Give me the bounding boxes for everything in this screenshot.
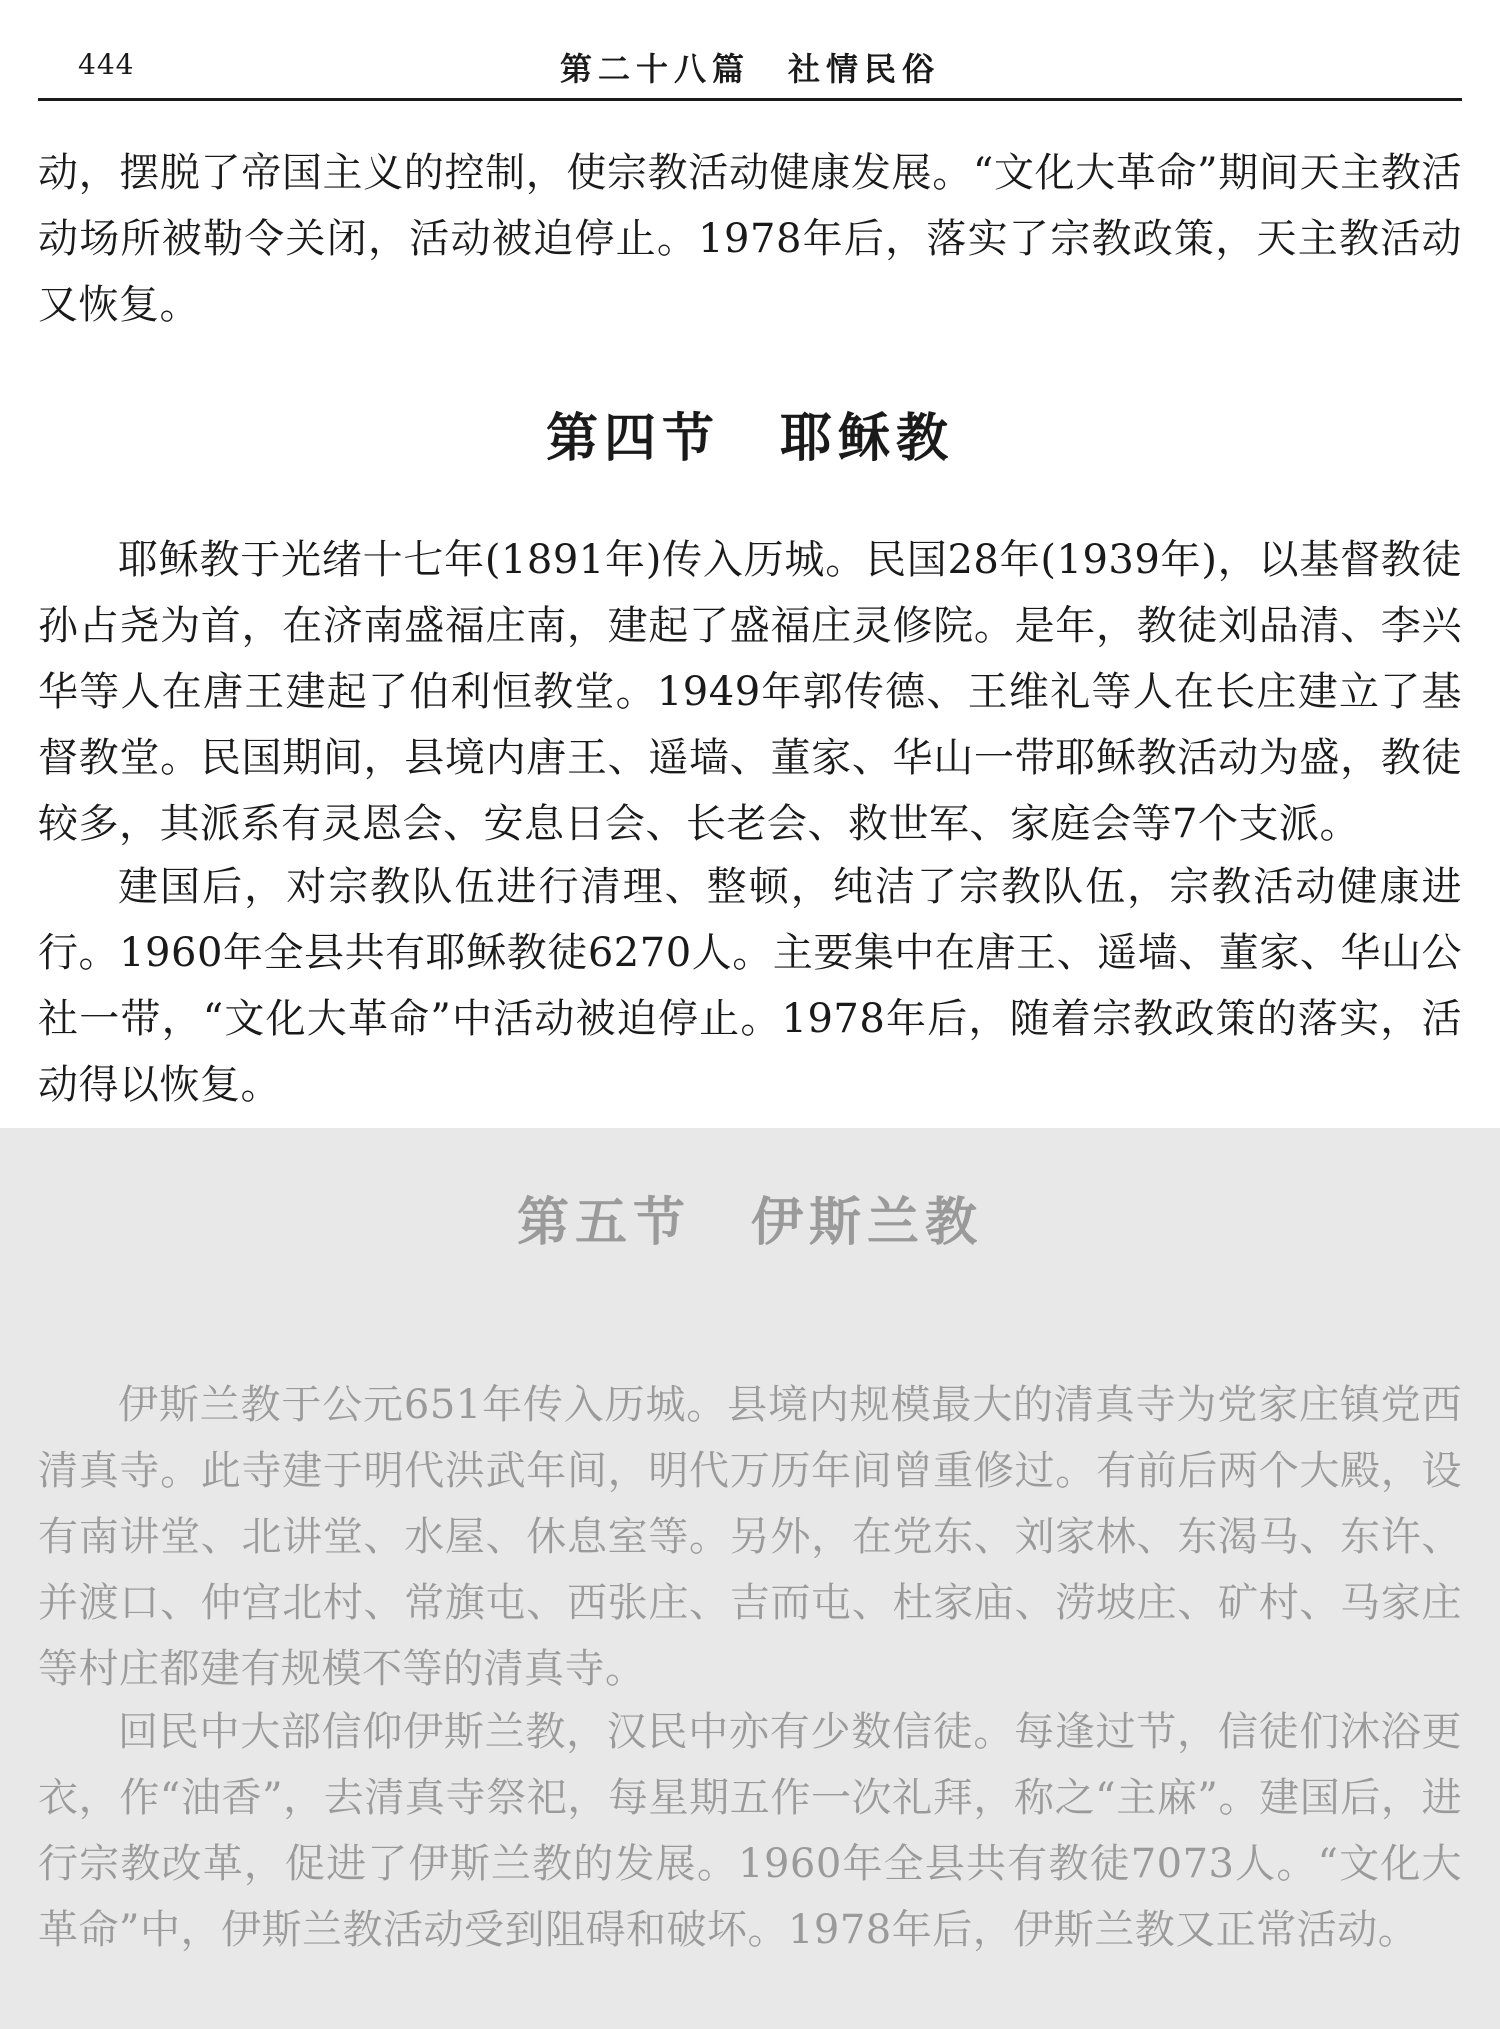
- section-5-paragraph-1: 伊斯兰教于公元651年传入历城。县境内规模最大的清真寺为党家庄镇党西清真寺。此寺建于明代洪武年间，明代万历年间曾重修过。有前后两个大殿，设有南讲堂、北讲堂、水屋、休息室等。另外，在党东、刘家林、东渴马、东许、并渡口、仲宫北村、常旗屯、西张庄、吉而屯、杜家庙、涝坡庄、矿村、马家庄等村庄都建有规模不等的清真寺。: [38, 1382, 1462, 1692]
- section-4-name: 耶稣教: [780, 408, 955, 469]
- page-header: [38, 38, 1462, 98]
- section-5-number: 第五节: [516, 1192, 691, 1253]
- section-4-paragraph-2: 建国后，对宗教队伍进行清理、整顿，纯洁了宗教队伍，宗教活动健康进行。1960年全县共有耶稣教徒6270人。主要集中在唐王、遥墙、董家、华山公社一带，“文化大革命”中活动被迫停止。1978年后，随着宗教政策的落实，活动得以恢复。: [38, 864, 1462, 1108]
- section-5-title: [0, 1180, 1500, 1255]
- continued-paragraph: 动，摆脱了帝国主义的控制，使宗教活动健康发展。“文化大革命”期间天主教活动场所被勒令关闭，活动被迫停止。1978年后，落实了宗教政策，天主教活动又恢复。: [38, 150, 1462, 328]
- section-5-name: 伊斯兰教: [751, 1192, 984, 1253]
- running-title: 第二十八篇 社情民俗: [559, 50, 940, 88]
- section-4-paragraph-1: 耶稣教于光绪十七年(1891年)传入历城。民国28年(1939年)，以基督教徒孙占尧为首，在济南盛福庄南，建起了盛福庄灵修院。是年，教徒刘品清、李兴华等人在唐王建起了伯利恒教堂。1949年郭传德、王维礼等人在长庄建立了基督教堂。民国期间，县境内唐王、遥墙、董家、华山一带耶稣教活动为盛，教徒较多，其派系有灵恩会、安息日会、长老会、救世军、家庭会等7个支派。: [38, 537, 1462, 847]
- section-4-title: [0, 396, 1500, 471]
- section-5-paragraph-2: 回民中大部信仰伊斯兰教，汉民中亦有少数信徒。每逢过节，信徒们沐浴更衣，作“油香”，去清真寺祭祀，每星期五作一次礼拜，称之“主麻”。建国后，进行宗教改革，促进了伊斯兰教的发展。1960年全县共有教徒7073人。“文化大革命”中，伊斯兰教活动受到阻碍和破坏。1978年后，伊斯兰教又正常活动。: [38, 1709, 1462, 1953]
- page-number: 444: [78, 48, 135, 81]
- header-rule: [38, 98, 1462, 101]
- section-4-number: 第四节: [545, 408, 720, 469]
